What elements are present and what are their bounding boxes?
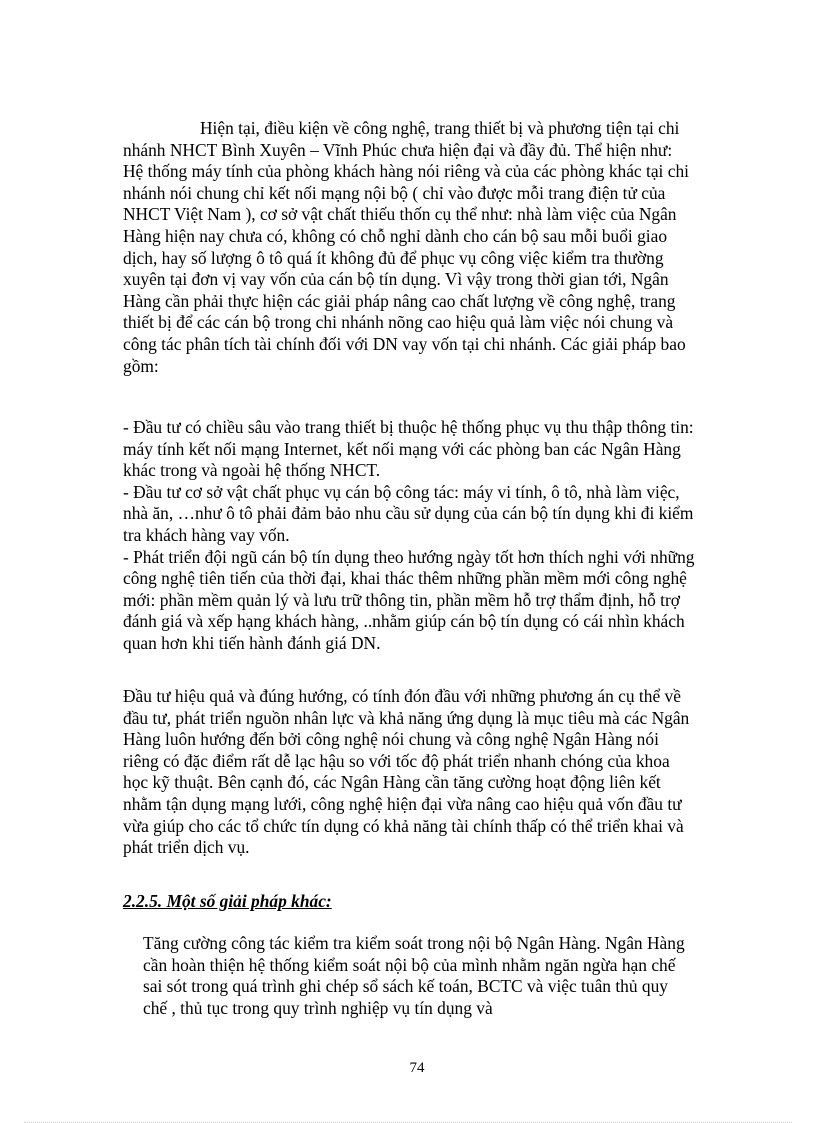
investment-paragraph: Đầu tư hiệu quả và đúng hướng, có tính đón đầu với những phương án cụ thể về đầu tư, phát triển nguồn nhân lực và khả năng ứng dụng là mục tiêu mà các Ngân Hàng luôn hướng đến bởi công nghệ nói chung và công nghệ Ngân Hàng nói riêng có đặc điểm rất dễ lạc hậu so với tốc độ phát triển nhanh chóng của khoa học kỹ thuật. Bên cạnh đó, các Ngân Hàng cần tăng cường hoạt động liên kết nhằm tận dụng mạng lưới, công nghệ hiện đại vừa nâng cao hiệu quả vốn đầu tư vừa giúp cho các tổ chức tín dụng có khả năng tài chính thấp có thể triển khai và phát triển dịch vụ.	[123, 686, 690, 858]
control-paragraph: Tăng cường công tác kiểm tra kiểm soát trong nội bộ Ngân Hàng. Ngân Hàng cần hoàn thiện hệ thống kiểm soát nội bộ của mình nhằm ngăn ngừa hạn chế sai sót trong quá trình ghi chép sổ sách kế toán, BCTC và việc tuân thủ quy chế , thủ tục trong quy trình nghiệp vụ tín dụng và	[143, 933, 685, 1018]
page-number: 74	[409, 1060, 425, 1076]
solutions-list	[123, 417, 695, 655]
list-item: - Đầu tư có chiều sâu vào trang thiết bị thuộc hệ thống phục vụ thu thập thông tin: máy tính kết nối mạng Internet, kết nối mạng với các phòng ban các Ngân Hàng khác trong và ngoài hệ thống NHCT.	[123, 417, 694, 481]
list-item: - Phát triển đội ngũ cán bộ tín dụng theo hướng ngày tốt hơn thích nghi với những công nghệ tiên tiến của thời đại, khai thác thêm những phần mềm mới công nghệ mới: phần mềm quản lý và lưu trữ thông tin, phần mềm hỗ trợ thẩm định, hỗ trợ đánh giá và xếp hạng khách hàng, ..nhằm giúp cán bộ tín dụng có cái nhìn khách quan hơn khi tiến hành đánh giá DN.	[123, 546, 695, 653]
intro-rest: tại chi nhánh NHCT Bình Xuyên – Vĩnh Phúc chưa hiện đại và đầy đủ. Thể hiện như: Hệ thống máy tính của phòng khách hàng nói riêng và của các phòng khác tại chi nhánh nói chung chỉ kết nối mạng nội bộ ( chỉ vào được mỗi trang điện tử của NHCT Việt Nam ), cơ sở vật chất thiếu thốn cụ thể như: nhà làm việc của Ngân Hàng hiện nay chưa có, không có chỗ nghỉ dành cho cán bộ sau mỗi buổi giao dịch, hay số lượng ô tô quá ít không đủ để phục vụ công việc kiểm tra thường xuyên tại đơn vị vay vốn của cán bộ tín dụng. Vì vậy trong thời gian tới, Ngân Hàng cần phải thực hiện các giải pháp nâng cao chất lượng về công nghệ, trang thiết bị để các cán bộ trong chi nhánh nõng cao hiệu quả làm việc nói chung và công tác phân tích tài chính đối với DN vay vốn tại chi nhánh. Các giải pháp bao gồm:	[123, 118, 689, 376]
section-heading: 2.2.5. Một số giải pháp khác:	[123, 891, 332, 911]
intro-first-line: Hiện tại, điều kiện về công nghệ, trang thiết bị và phương tiện	[200, 118, 633, 138]
intro-paragraph	[123, 118, 695, 377]
list-item: - Đầu tư cơ sở vật chất phục vụ cán bộ công tác: máy vi tính, ô tô, nhà làm việc, nhà ăn, …như ô tô phải đảm bảo nhu cầu sử dụng của cán bộ tín dụng khi đi kiểm tra khách hàng vay vốn.	[123, 481, 694, 545]
